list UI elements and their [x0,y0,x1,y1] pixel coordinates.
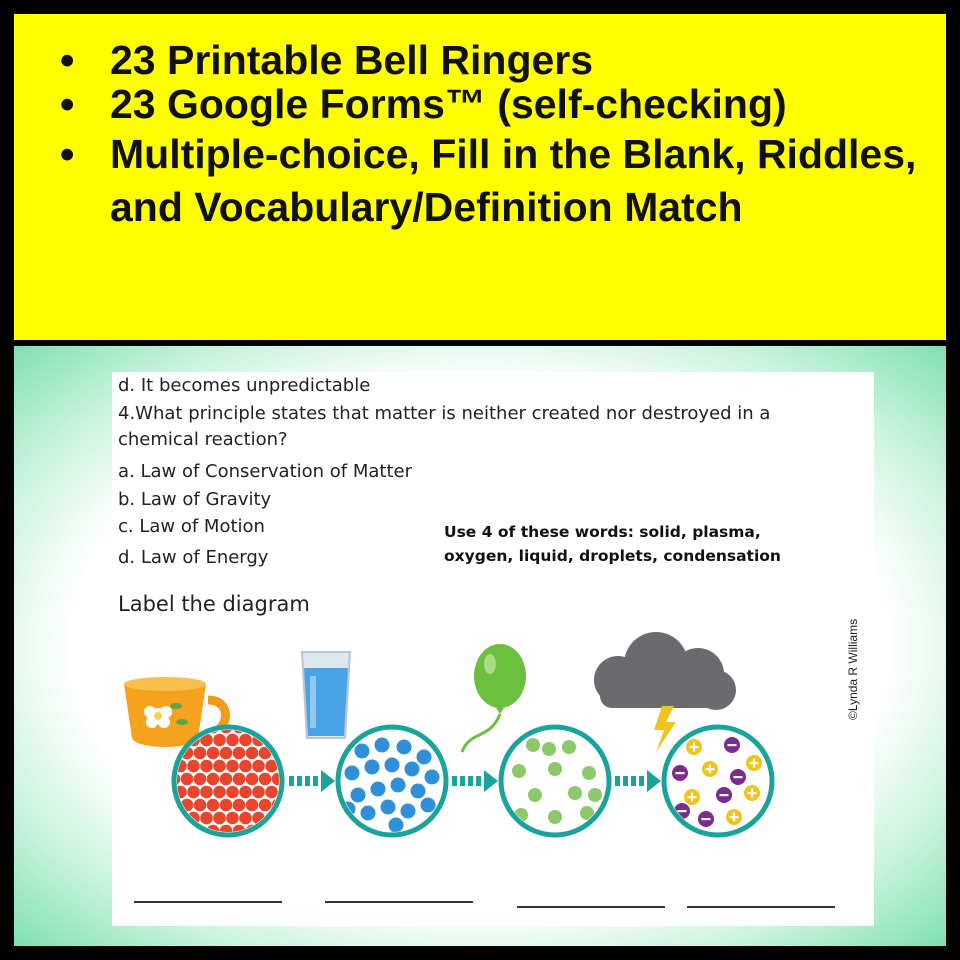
feature-item: • Multiple-choice, Fill in the Blank, Riddles, and Vocabulary/Definition Match [14,128,946,234]
positive-ion [746,755,762,771]
previous-option: d. It becomes unpredictable [118,375,371,396]
solid-particle [246,747,259,760]
liquid-particle [411,784,426,799]
solid-particle [220,773,233,786]
bullet: • [60,37,75,83]
arrow-liquid-to-gas [452,770,498,792]
solid-particle [233,799,246,812]
solid-particle [252,786,265,799]
solid-particle [278,734,291,747]
solid-particle [226,786,239,799]
liquid-particle [425,770,440,785]
gas-particle [568,786,582,800]
liquid-particle [389,818,404,833]
word-bank: Use 4 of these words: solid, plasma, oxygen, liquid, droplets, condensation [444,523,781,565]
solid-particle [181,773,194,786]
option-a: a. Law of Conservation of Matter [118,461,412,482]
bullet: • [60,81,75,127]
solid-particle [207,773,220,786]
solid-particle [226,760,239,773]
feature-item: • 23 Printable Bell Ringers [60,37,594,83]
negative-ion [698,811,714,827]
positive-ion [684,789,700,805]
solid-particle [246,773,259,786]
liquid-particle [417,750,432,765]
plasma-particles-circle [664,727,772,835]
liquid-particle [365,760,380,775]
solid-particle [207,747,220,760]
water-glass-icon [302,652,350,738]
liquid-particle [405,762,420,777]
solid-particle [239,786,252,799]
liquid-particle [371,782,386,797]
liquid-particle [397,740,412,755]
gas-particle [528,788,542,802]
answer-blank-2[interactable] [325,901,473,903]
solid-particle [194,773,207,786]
balloon-icon [462,644,526,752]
option-b: b. Law of Gravity [118,489,272,510]
solid-particle [213,734,226,747]
bullet: • [60,131,75,177]
solid-particle [187,786,200,799]
positive-ion [702,761,718,777]
solid-particle [194,747,207,760]
solid-particle [265,786,278,799]
gas-particle [588,788,602,802]
solid-particle [200,812,213,825]
gas-particle [512,764,526,778]
question-text: 4.What principle states that matter is neither created nor destroyed in a chemical reaction? [118,403,771,450]
copyright-credit: ©Lynda R Williams [846,618,860,720]
solid-particle [194,799,207,812]
negative-ion [716,787,732,803]
option-d: d. Law of Energy [118,547,269,568]
liquid-particle [381,800,396,815]
gas-particle [526,738,540,752]
solid-particle [168,825,181,838]
solid-particle [220,799,233,812]
solid-particle [252,760,265,773]
solid-particle [213,812,226,825]
negative-ion [730,769,746,785]
liquid-particle [351,788,366,803]
solid-particle [226,812,239,825]
solid-particle [187,760,200,773]
liquid-particles-circle [338,727,446,835]
negative-ion [724,737,740,753]
positive-ion [744,785,760,801]
answer-blank-3[interactable] [517,906,665,908]
gas-particle [548,762,562,776]
solid-particle [246,799,259,812]
feature-item: • 23 Google Forms™ (self-checking) [60,81,787,127]
arrow-solid-to-liquid [289,770,335,792]
diagram-title: Label the diagram [118,592,310,616]
arrow-gas-to-plasma [615,770,661,792]
solid-particle [278,812,291,825]
liquid-particle [401,804,416,819]
solid-particle [259,799,272,812]
solid-particle [207,799,220,812]
solid-particle [233,747,246,760]
solid-particle [259,721,272,734]
gas-particle [562,740,576,754]
solid-particle [239,760,252,773]
gas-particle [542,742,556,756]
liquid-particle [385,758,400,773]
answer-blank-4[interactable] [687,906,835,908]
liquid-particle [345,766,360,781]
solid-particle [259,773,272,786]
solid-particle [233,773,246,786]
solid-particle [200,760,213,773]
liquid-particle [375,738,390,753]
solid-particle [213,760,226,773]
gas-particle [582,766,596,780]
solid-particle [200,786,213,799]
solid-particle [272,721,285,734]
solid-particle [239,812,252,825]
liquid-particle [421,798,436,813]
option-c: c. Law of Motion [118,516,265,537]
solid-particle [220,747,233,760]
negative-ion [672,765,688,781]
solid-particle [272,825,285,838]
solid-particle [239,734,252,747]
positive-ion [686,739,702,755]
solid-particle [226,734,239,747]
solid-particle [181,825,194,838]
answer-blank-1[interactable] [134,901,282,903]
positive-ion [726,809,742,825]
solid-particle [213,786,226,799]
gas-particle [548,810,562,824]
liquid-particle [355,744,370,759]
liquid-particle [361,806,376,821]
liquid-particle [391,778,406,793]
gas-particles-circle [501,727,609,835]
